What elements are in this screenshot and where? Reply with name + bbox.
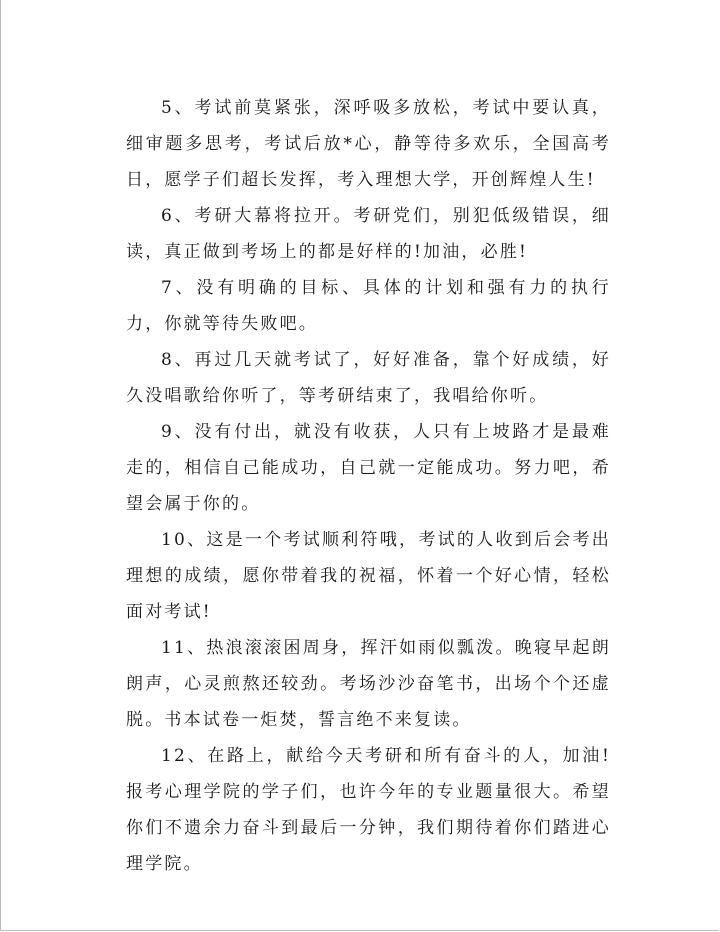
paragraph-5: 5、考试前莫紧张，深呼吸多放松，考试中要认真，细审题多思考，考试后放*心，静等待多欢乐，全国高考日，愿学子们超长发挥，考入理想大学，开创辉煌人生! <box>126 98 611 190</box>
paragraph-12: 12、在路上，献给今天考研和所有奋斗的人，加油!报考心理学院的学子们，也许今年的专业题量很大。希望你们不遗余力奋斗到最后一分钟，我们期待着你们踏进心理学院。 <box>126 746 611 874</box>
paragraph-9: 9、没有付出，就没有收获，人只有上坡路才是最难走的，相信自己能成功，自己就一定能成功。努力吧，希望会属于你的。 <box>126 422 611 514</box>
paragraph-8: 8、再过几天就考试了，好好准备，靠个好成绩，好久没唱歌给你听了，等考研结束了，我唱给你听。 <box>126 350 611 406</box>
paragraph-6: 6、考研大幕将拉开。考研党们，别犯低级错误，细读，真正做到考场上的都是好样的!加油，必胜! <box>126 206 611 262</box>
paragraph-7: 7、没有明确的目标、具体的计划和强有力的执行力，你就等待失败吧。 <box>126 278 611 334</box>
document-body <box>126 90 611 882</box>
paragraph-11: 11、热浪滚滚困周身，挥汗如雨似瓢泼。晚寝早起朗朗声，心灵煎熬还较劲。考场沙沙奋笔书，出场个个还虚脱。书本试卷一炬焚，誓言绝不来复读。 <box>126 638 611 730</box>
paragraph-10: 10、这是一个考试顺利符哦，考试的人收到后会考出理想的成绩，愿你带着我的祝福，怀着一个好心情，轻松面对考试! <box>126 530 611 622</box>
